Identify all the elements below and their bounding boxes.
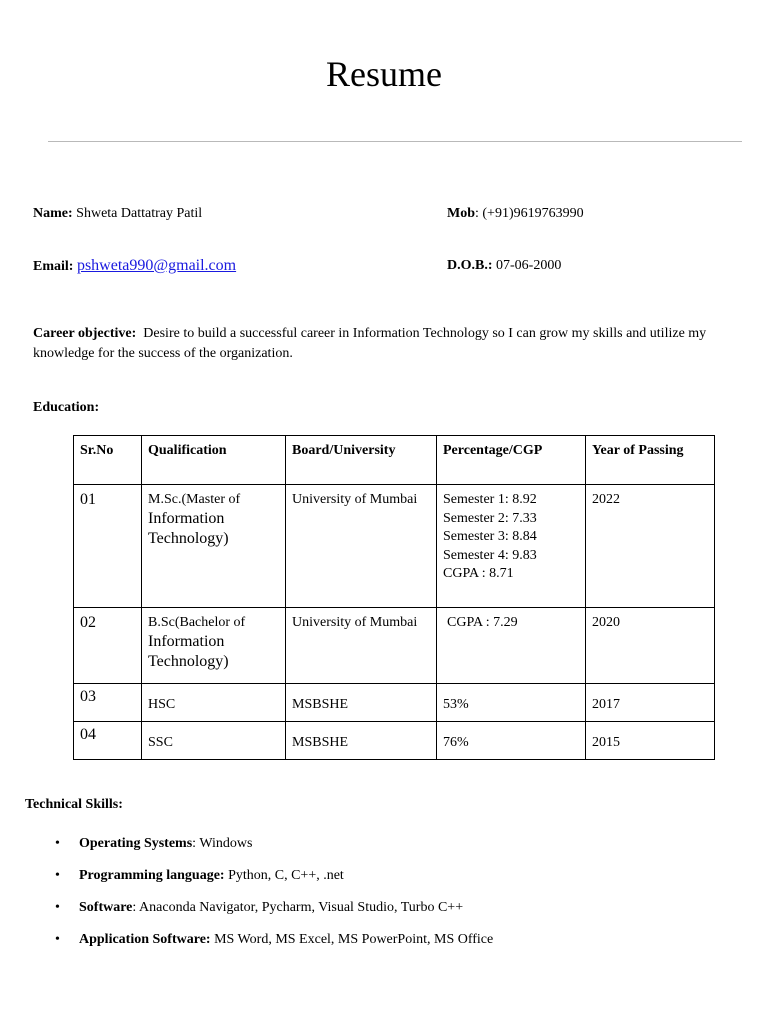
table-row bbox=[74, 485, 715, 608]
skill-label: Operating Systems bbox=[79, 836, 193, 851]
header-srno: Sr.No bbox=[74, 436, 142, 485]
dob-label: D.O.B.: bbox=[447, 258, 493, 273]
page-title: Resume bbox=[326, 54, 442, 94]
row-qualification: SSC bbox=[142, 722, 286, 760]
mobile-field: Mob: (+91)9619763990 bbox=[447, 206, 584, 221]
email-link[interactable]: pshweta990@gmail.com bbox=[76, 257, 237, 274]
education-table bbox=[73, 435, 715, 760]
qualification-line: B.Sc(Bachelor of bbox=[148, 615, 246, 630]
bullet-icon: • bbox=[55, 836, 60, 851]
skill-value: Anaconda Navigator, Pycharm, Visual Studio, Turbo C++ bbox=[139, 900, 464, 915]
skill-value: Python, C, C++, .net bbox=[228, 868, 344, 883]
name-value: Shweta Dattatray Patil bbox=[76, 206, 203, 221]
mobile-label: Mob bbox=[447, 206, 475, 221]
skill-value: MS Word, MS Excel, MS PowerPoint, MS Office bbox=[214, 932, 494, 947]
skill-value: Windows bbox=[199, 836, 253, 851]
header-board: Board/University bbox=[286, 436, 437, 485]
mobile-value: (+91)9619763990 bbox=[482, 206, 584, 221]
qualification-line: Technology) bbox=[148, 653, 229, 670]
education-heading: Education: bbox=[33, 400, 100, 415]
list-item bbox=[55, 898, 735, 930]
skills-heading: Technical Skills: bbox=[25, 797, 123, 812]
email-field bbox=[33, 257, 236, 276]
row-srno: 01 bbox=[74, 485, 142, 608]
bullet-icon: • bbox=[55, 868, 60, 883]
row-qualification bbox=[142, 608, 286, 684]
header-percentage: Percentage/CGP bbox=[437, 436, 586, 485]
score-line: Semester 1: 8.92 bbox=[443, 492, 537, 507]
table-row bbox=[74, 608, 715, 684]
row-srno: 02 bbox=[74, 608, 142, 684]
list-item bbox=[55, 834, 735, 866]
row-board: University of Mumbai bbox=[286, 608, 437, 684]
bullet-icon: • bbox=[55, 932, 60, 947]
skill-label: Software bbox=[79, 900, 133, 915]
career-objective-label: Career objective bbox=[33, 326, 132, 341]
row-scores bbox=[437, 485, 586, 608]
row-scores: CGPA : 7.29 bbox=[437, 608, 586, 684]
title-divider bbox=[48, 141, 742, 142]
qualification-line: Technology) bbox=[148, 530, 229, 547]
header-year: Year of Passing bbox=[586, 436, 715, 485]
dob-field bbox=[447, 257, 561, 275]
row-srno: 03 bbox=[74, 684, 142, 722]
skill-separator: : bbox=[192, 836, 200, 851]
qualification-line: Information bbox=[148, 633, 225, 650]
list-item bbox=[55, 866, 735, 898]
row-qualification: HSC bbox=[142, 684, 286, 722]
career-objective: Career objective: Desire to build a successful career in Information Technology so I can grow my skills and utilize my knowledge for the success of the organization. bbox=[33, 326, 707, 361]
score-line: CGPA : 8.71 bbox=[443, 566, 514, 581]
name-label: Name bbox=[33, 206, 68, 221]
score-line: Semester 3: 8.84 bbox=[443, 529, 537, 544]
row-year: 2022 bbox=[586, 485, 715, 608]
row-board: MSBSHE bbox=[286, 684, 437, 722]
email-label: Email: bbox=[33, 259, 74, 274]
career-objective-text: Desire to build a successful career in Information Technology so I can grow my skills and utilize my knowledge for the success of the organization. bbox=[33, 326, 707, 361]
header-qualification: Qualification bbox=[142, 436, 286, 485]
row-qualification bbox=[142, 485, 286, 608]
list-item bbox=[55, 930, 735, 962]
qualification-line: M.Sc.(Master of bbox=[148, 492, 241, 507]
row-board: University of Mumbai bbox=[286, 485, 437, 608]
skill-label: Application Software: bbox=[79, 932, 211, 947]
bullet-icon: • bbox=[55, 900, 60, 915]
name-field: Name: Shweta Dattatray Patil bbox=[33, 206, 203, 221]
dob-value: 07-06-2000 bbox=[496, 258, 562, 273]
row-scores: 76% bbox=[437, 722, 586, 760]
row-scores: 53% bbox=[437, 684, 586, 722]
row-year: 2017 bbox=[586, 684, 715, 722]
row-year: 2015 bbox=[586, 722, 715, 760]
skill-label: Programming language: bbox=[79, 868, 225, 883]
table-row bbox=[74, 722, 715, 760]
table-row bbox=[74, 684, 715, 722]
score-line: Semester 2: 7.33 bbox=[443, 510, 537, 526]
qualification-line: Information bbox=[148, 510, 225, 527]
skill-separator: : bbox=[132, 900, 140, 915]
score-line: Semester 4: 9.83 bbox=[443, 547, 537, 563]
row-board: MSBSHE bbox=[286, 722, 437, 760]
table-header-row bbox=[74, 436, 715, 485]
row-year: 2020 bbox=[586, 608, 715, 684]
row-srno: 04 bbox=[74, 722, 142, 760]
skills-list bbox=[55, 834, 735, 962]
